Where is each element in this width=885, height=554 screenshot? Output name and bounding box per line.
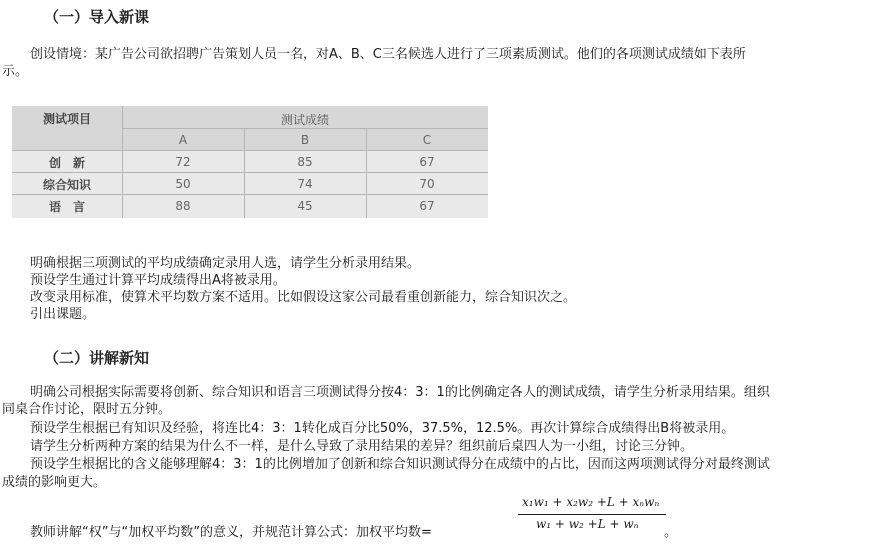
table-cell: 67 [419, 199, 435, 213]
table-col-b: B [300, 133, 310, 147]
table-header-item: 测试项目 [42, 112, 91, 126]
formula-numerator: x₁w₁ + x₂w₂ +L + xₙwₙ [522, 495, 660, 509]
teacher-explanation: 教师讲解“权”与“加权平均数”的意义，并规范计算公式：加权平均数= [30, 525, 432, 540]
section-heading-intro: （一）导入新课 [44, 8, 150, 26]
formula-denominator: w₁ + w₂ +L + wₙ [536, 517, 639, 531]
text-line: 同桌合作讨论，限时五分钟。 [2, 402, 172, 417]
table-cell: 74 [297, 177, 313, 191]
formula-fraction-bar [518, 514, 666, 515]
formula-end: 。 [664, 525, 678, 540]
table-col-c: C [422, 133, 432, 147]
table-cell: 88 [175, 199, 191, 213]
text-line: 预设学生根据已有知识及经验，将连比4：3：1转化成百分比50%，37.5%，12.5%。再次计算综合成绩得出B将被录用。 [30, 421, 735, 436]
table-row-label: 综合知识 [42, 178, 91, 192]
table-cell: 45 [297, 199, 313, 213]
text-line: 明确根据三项测试的平均成绩确定录用人选，请学生分析录用结果。 [30, 256, 421, 271]
table-cell: 85 [297, 155, 313, 169]
table-col-a: A [178, 133, 188, 147]
text-line: 引出课题。 [30, 307, 96, 322]
text-line: 请学生分析两种方案的结果为什么不一样，是什么导致了录用结果的差异？组织前后桌四人为一小组，讨论三分钟。 [30, 439, 694, 454]
table-cell: 50 [175, 177, 191, 191]
text-line: 明确公司根据实际需要将创新、综合知识和语言三项测试得分按4：3：1的比例确定各人的测试成绩，请学生分析录用结果。组织 [30, 385, 770, 400]
table-header-score: 测试成绩 [280, 113, 329, 127]
table-row-label: 语 言 [48, 200, 85, 214]
intro-text-line1: 创设情境：某广告公司欲招聘广告策划人员一名，对A、B、C三名候选人进行了三项素质测试。他们的各项测试成绩如下表所 [30, 47, 746, 62]
scores-table [12, 106, 488, 218]
text-line: 成绩的影响更大。 [2, 475, 107, 490]
text-line: 预设学生通过计算平均成绩得出A将被录用。 [30, 273, 286, 288]
text-line: 改变录用标准，使算术平均数方案不适用。比如假设这家公司最看重创新能力，综合知识次之。 [30, 290, 577, 305]
intro-text-line2: 示。 [2, 64, 29, 79]
table-row-label: 创 新 [48, 156, 85, 170]
table-cell: 67 [419, 155, 435, 169]
section-heading-new-knowledge: （二）讲解新知 [44, 349, 150, 367]
table-cell: 72 [175, 155, 191, 169]
text-line: 预设学生根据比的含义能够理解4：3：1的比例增加了创新和综合知识测试得分在成绩中的占比，因而这两项测试得分对最终测试 [30, 457, 770, 472]
table-cell: 70 [419, 177, 435, 191]
